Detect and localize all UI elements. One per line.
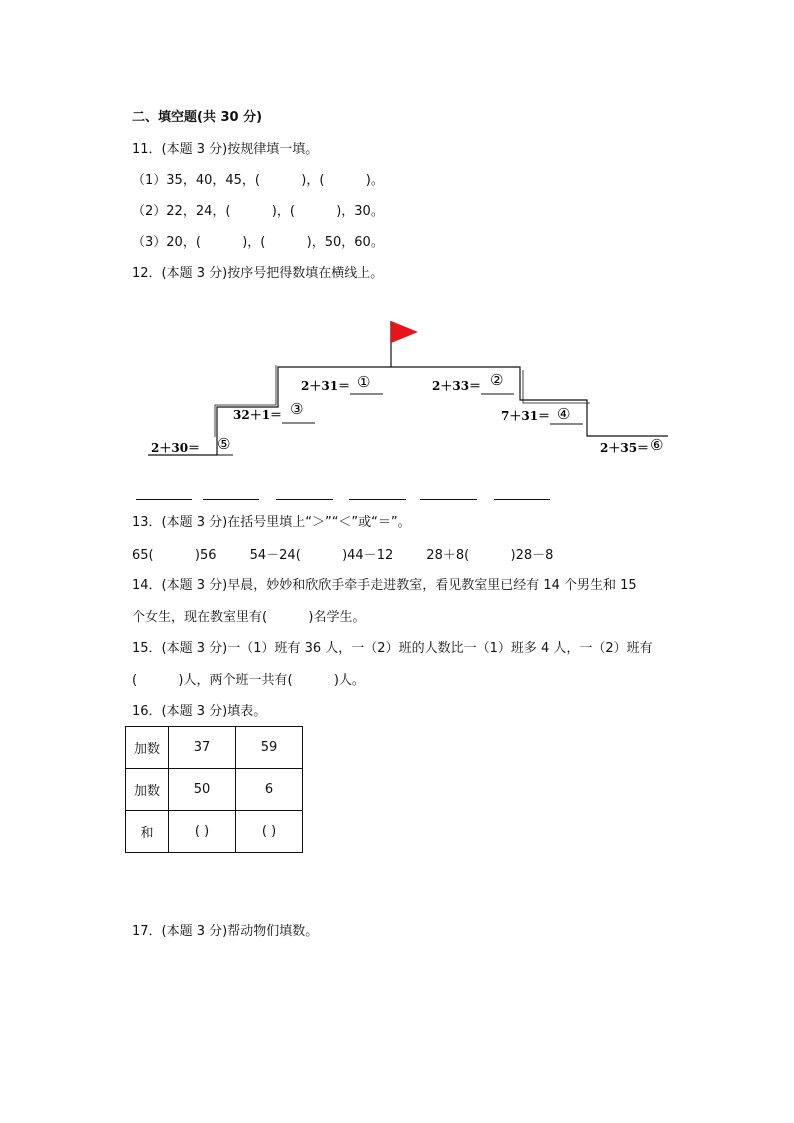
answer-blank-3[interactable] xyxy=(276,499,333,500)
q11-line-1: （1）35，40，45，( )，( )。 xyxy=(132,173,384,188)
q15-line-2: ( )人，两个班一共有( )人。 xyxy=(132,673,365,688)
q15-line-1: 15．(本题 3 分)一（1）班有 36 人，一（2）班的人数比一（1）班多 4 人，一（2）班有 xyxy=(132,641,653,656)
table-cell: 6 xyxy=(236,769,303,811)
answer-blank-1[interactable] xyxy=(136,499,192,500)
q13-stem: 13．(本题 3 分)在括号里填上“＞”“＜”或“＝”。 xyxy=(132,515,411,530)
flag-icon xyxy=(391,321,418,343)
step-mark-2: ② xyxy=(490,371,504,389)
step-eq-2: 2＋33＝ xyxy=(432,379,482,393)
staircase-shadow-right xyxy=(523,370,590,403)
table-row xyxy=(126,769,303,811)
step-eq-5: 2＋30＝ xyxy=(151,441,201,455)
section-title: 二、填空题(共 30 分) xyxy=(132,110,263,125)
sum-cell[interactable]: ( ) xyxy=(236,811,303,853)
step-mark-1: ① xyxy=(357,373,371,391)
q12-stem: 12．(本题 3 分)按序号把得数填在横线上。 xyxy=(132,266,384,281)
step-eq-6: 2＋35＝ xyxy=(600,441,650,455)
step-eq-3: 32＋1＝ xyxy=(233,408,283,422)
row-label: 加数 xyxy=(126,727,169,769)
q11-line-3: （3）20，( )，( )，50，60。 xyxy=(132,235,384,250)
table-row xyxy=(126,811,303,853)
row-label: 加数 xyxy=(126,769,169,811)
q17-stem: 17．(本题 3 分)帮动物们填数。 xyxy=(132,924,319,939)
step-mark-6: ⑥ xyxy=(650,436,664,454)
step-eq-4: 7＋31＝ xyxy=(501,409,551,423)
sum-cell[interactable]: ( ) xyxy=(169,811,236,853)
staircase-shadow-left xyxy=(215,365,276,437)
row-label: 和 xyxy=(126,811,169,853)
q11-stem: 11．(本题 3 分)按规律填一填。 xyxy=(132,142,319,157)
table-cell: 37 xyxy=(169,727,236,769)
step-mark-3: ③ xyxy=(290,400,304,418)
table-row xyxy=(126,727,303,769)
answer-blank-5[interactable] xyxy=(420,499,477,500)
step-mark-4: ④ xyxy=(557,405,571,423)
q11-line-2: （2）22，24，( )，( )，30。 xyxy=(132,204,384,219)
answer-blank-2[interactable] xyxy=(203,499,259,500)
addition-table xyxy=(125,726,303,853)
table-cell: 59 xyxy=(236,727,303,769)
table-cell: 50 xyxy=(169,769,236,811)
q14-line-1: 14．(本题 3 分)早晨，妙妙和欣欣手牵手走进教室，看见教室里已经有 14 个男生和 15 xyxy=(132,578,637,593)
step-mark-5: ⑤ xyxy=(217,435,231,453)
q14-line-2: 个女生，现在教室里有( )名学生。 xyxy=(132,610,366,625)
step-eq-1: 2＋31＝ xyxy=(301,379,351,393)
q16-stem: 16．(本题 3 分)填表。 xyxy=(132,704,267,719)
answer-blank-4[interactable] xyxy=(349,499,406,500)
answer-blank-6[interactable] xyxy=(494,499,550,500)
q13-items: 65( )56 54－24( )44－12 28＋8( )28－8 xyxy=(132,548,554,563)
